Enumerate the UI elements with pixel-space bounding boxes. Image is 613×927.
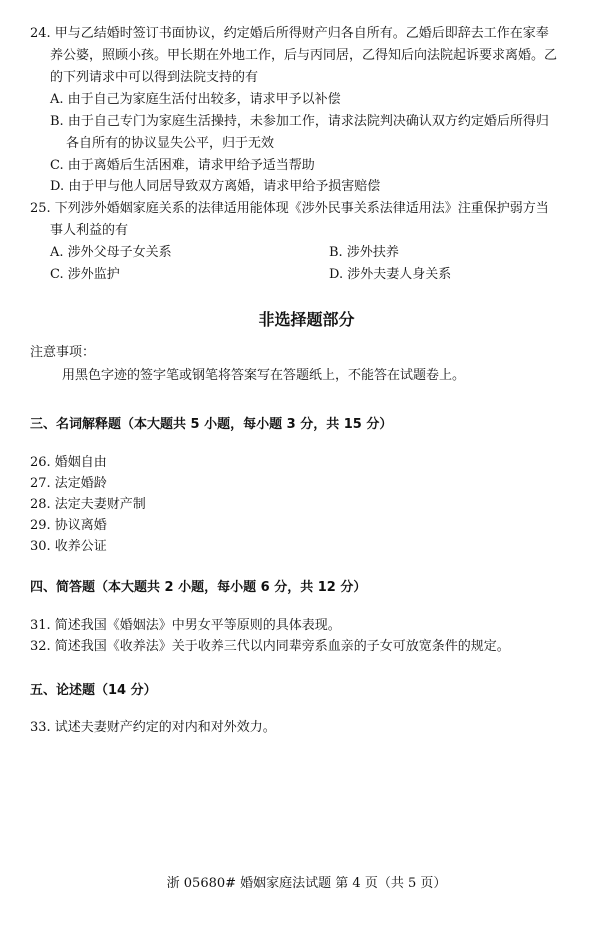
- q24-option-c: C. 由于离婚后生活困难，请求甲给予适当帮助: [50, 158, 315, 173]
- section4-title: 四、简答题（本大题共 2 小题，每小题 6 分，共 12 分）: [30, 580, 367, 595]
- notice-label: 注意事项：: [30, 345, 96, 360]
- q24-option-b-line2: 各自所有的协议显失公平，归于无效: [66, 136, 275, 151]
- q24-option-b-line1: B. 由于自己专门为家庭生活操持，未参加工作，请求法院判决确认双方约定婚后所得归: [50, 114, 549, 129]
- section3-item: 28. 法定夫妻财产制: [30, 497, 146, 512]
- q25-stem-line1: 25. 下列涉外婚姻家庭关系的法律适用能体现《涉外民事关系法律适用法》注重保护弱方当: [30, 201, 549, 216]
- section4-item: 31. 简述我国《婚姻法》中男女平等原则的具体表现。: [30, 618, 341, 633]
- section3-item: 27. 法定婚龄: [30, 476, 107, 491]
- section3-title: 三、名词解释题（本大题共 5 小题，每小题 3 分，共 15 分）: [30, 417, 393, 432]
- page-footer: 浙 05680# 婚姻家庭法试题 第 4 页（共 5 页）: [166, 876, 447, 891]
- q25-stem-line2: 事人利益的有: [50, 223, 129, 238]
- section4-item: 32. 简述我国《收养法》关于收养三代以内同辈旁系血亲的子女可放宽条件的规定。: [30, 639, 510, 654]
- q24-stem-line2: 养公婆，照顾小孩。甲长期在外地工作，后与丙同居，乙得知后向法院起诉要求离婚。乙: [50, 48, 558, 63]
- section5-item: 33. 试述夫妻财产约定的对内和对外效力。: [30, 720, 276, 735]
- part-title: 非选择题部分: [258, 310, 355, 329]
- q25-option-a: A. 涉外父母子女关系: [50, 245, 172, 260]
- q25-option-c: C. 涉外监护: [50, 267, 120, 282]
- q25-option-d: D. 涉外夫妻人身关系: [329, 267, 452, 282]
- q24-option-a: A. 由于自己为家庭生活付出较多，请求甲予以补偿: [50, 92, 341, 107]
- section5-title: 五、论述题（14 分）: [30, 683, 157, 698]
- section3-item: 30. 收养公证: [30, 539, 107, 554]
- q24-stem-line1: 24. 甲与乙结婚时签订书面协议，约定婚后所得财产归各自所有。乙婚后即辞去工作在家奉: [30, 26, 549, 41]
- section3-item: 29. 协议离婚: [30, 518, 107, 533]
- section3-item: 26. 婚姻自由: [30, 455, 107, 470]
- q24-stem-line3: 的下列请求中可以得到法院支持的有: [50, 70, 259, 85]
- q24-option-d: D. 由于甲与他人同居导致双方离婚，请求甲给予损害赔偿: [50, 179, 381, 194]
- notice-text: 用黑色字迹的签字笔或钢笔将答案写在答题纸上，不能答在试题卷上。: [62, 368, 466, 383]
- q25-option-b: B. 涉外扶养: [329, 245, 399, 260]
